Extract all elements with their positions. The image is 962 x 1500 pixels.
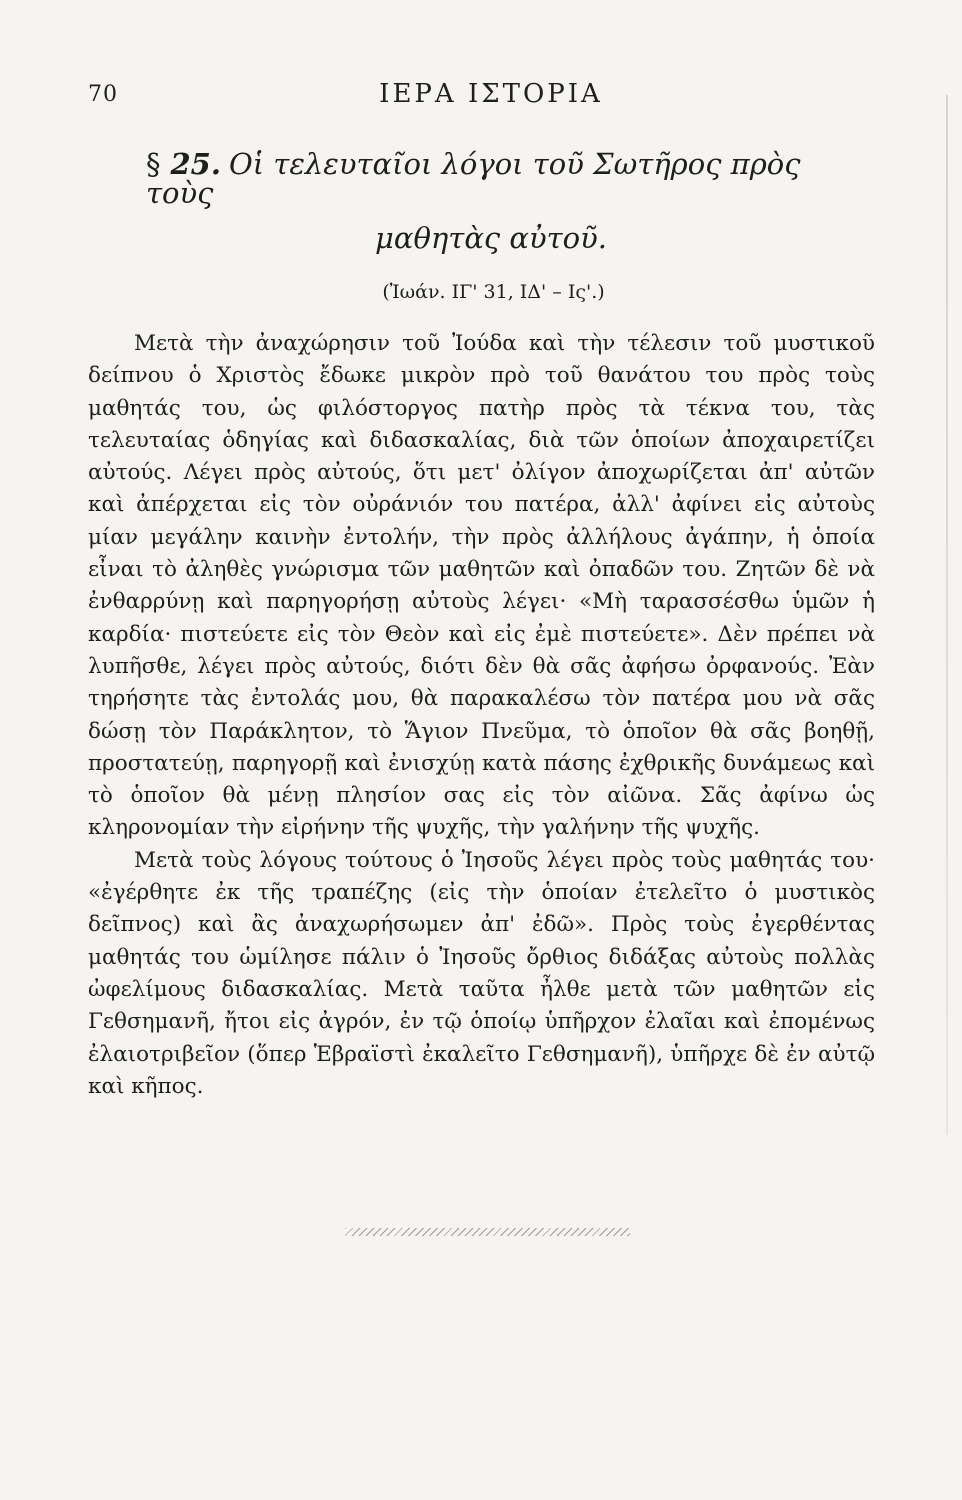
body-text	[88, 328, 875, 1103]
section-heading	[146, 147, 852, 210]
section-title-line1: Οἱ τελευταῖοι λόγοι τοῦ Σωτῆρος πρὸς τοὺς	[146, 147, 801, 210]
paragraph-2: Μετὰ τοὺς λόγους τούτους ὁ Ἰησοῦς λέγει πρὸς τοὺς μαθητάς του· «ἐγέρθητε ἐκ τῆς τραπέζης (εἰς τὴν ὁποίαν ἐτελεῖτο ὁ μυστικὸς δεῖπνος) καὶ ἂς ἀναχωρήσωμεν ἀπ' ἐδῶ». Πρὸς τοὺς ἐγερθέντας μαθητάς του ὡμίλησε πάλιν ὁ Ἰησοῦς ὄρθιος διδάξας αὐτοὺς πολλὰς ὠφελίμους διδασκαλίας. Μετὰ ταῦτα ἦλθε μετὰ τῶν μαθητῶν εἰς Γεθσημανῆ, ἤτοι εἰς ἀγρόν, ἐν τῷ ὁποίῳ ὑπῆρχον ἐλαῖαι καὶ ἐπομένως ἐλαιοτριβεῖον (ὅπερ Ἑβραϊστὶ ἐκαλεῖτο Γεθσημανῆ), ὑπῆρχε δὲ ἐν αὐτῷ καὶ κῆπος.	[88, 847, 875, 1099]
section-symbol: §	[146, 147, 161, 181]
section-number: 25.	[170, 147, 221, 181]
end-ornament-rule	[345, 1228, 630, 1236]
running-head: ΙΕΡΑ ΙΣΤΟΡΙΑ	[379, 79, 603, 109]
scripture-reference: (Ἰωάν. ΙΓ' 31, ΙΔ' – Ις'.)	[382, 281, 605, 303]
paragraph-1: Μετὰ τὴν ἀναχώρησιν τοῦ Ἰούδα καὶ τὴν τέλεσιν τοῦ μυστικοῦ δείπνου ὁ Χριστὸς ἔδωκε μικρὸν πρὸ τοῦ θανάτου του πρὸς τοὺς μαθητάς του, ὡς φιλόστοργος πατὴρ πρὸς τὰ τέκνα του, τὰς τελευταίας ὁδηγίας καὶ διδασκαλίας, διὰ τῶν ὁποίων ἀποχαιρετίζει αὐτούς. Λέγει πρὸς αὐτούς, ὅτι μετ' ὀλίγον ἀποχωρίζεται ἀπ' αὐτῶν καὶ ἀπέρχεται εἰς τὸν οὐράνιόν του πατέρα, ἀλλ' ἀφίνει εἰς αὐτοὺς μίαν μεγάλην καινὴν ἐντολήν, τὴν πρὸς ἀλλήλους ἀγάπην, ἡ ὁποία εἶναι τὸ ἀληθὲς γνώρισμα τῶν μαθητῶν καὶ ὀπαδῶν του. Ζητῶν δὲ νὰ ἐνθαρρύνῃ καὶ παρηγορήσῃ αὐτοὺς λέγει· «Μὴ ταρασσέσθω ὑμῶν ἡ καρδία· πιστεύετε εἰς τὸν Θεὸν καὶ εἰς ἐμὲ πιστεύετε». Δὲν πρέπει νὰ λυπῆσθε, λέγει πρὸς αὐτούς, διότι δὲν θὰ σᾶς ἀφήσω ὀρφανούς. Ἐὰν τηρήσητε τὰς ἐντολάς μου, θὰ παρακαλέσω τὸν πατέρα μου νὰ σᾶς δώσῃ τὸν Παράκλητον, τὸ Ἅγιον Πνεῦμα, τὸ ὁποῖον θὰ σᾶς βοηθῇ, προστατεύῃ, παρηγορῇ καὶ ἐνισχύῃ κατὰ πάσης ἐχθρικῆς δυνάμεως καὶ τὸ ὁποῖον θὰ μένῃ πλησίον σας εἰς τὸν αἰῶνα. Σᾶς ἀφίνω ὡς κληρονομίαν τὴν εἰρήνην τῆς ψυχῆς, τὴν γαλήνην τῆς ψυχῆς.	[88, 331, 875, 841]
page-number: 70	[88, 82, 118, 107]
section-title-line2: μαθητὰς αὐτοῦ.	[375, 221, 607, 255]
